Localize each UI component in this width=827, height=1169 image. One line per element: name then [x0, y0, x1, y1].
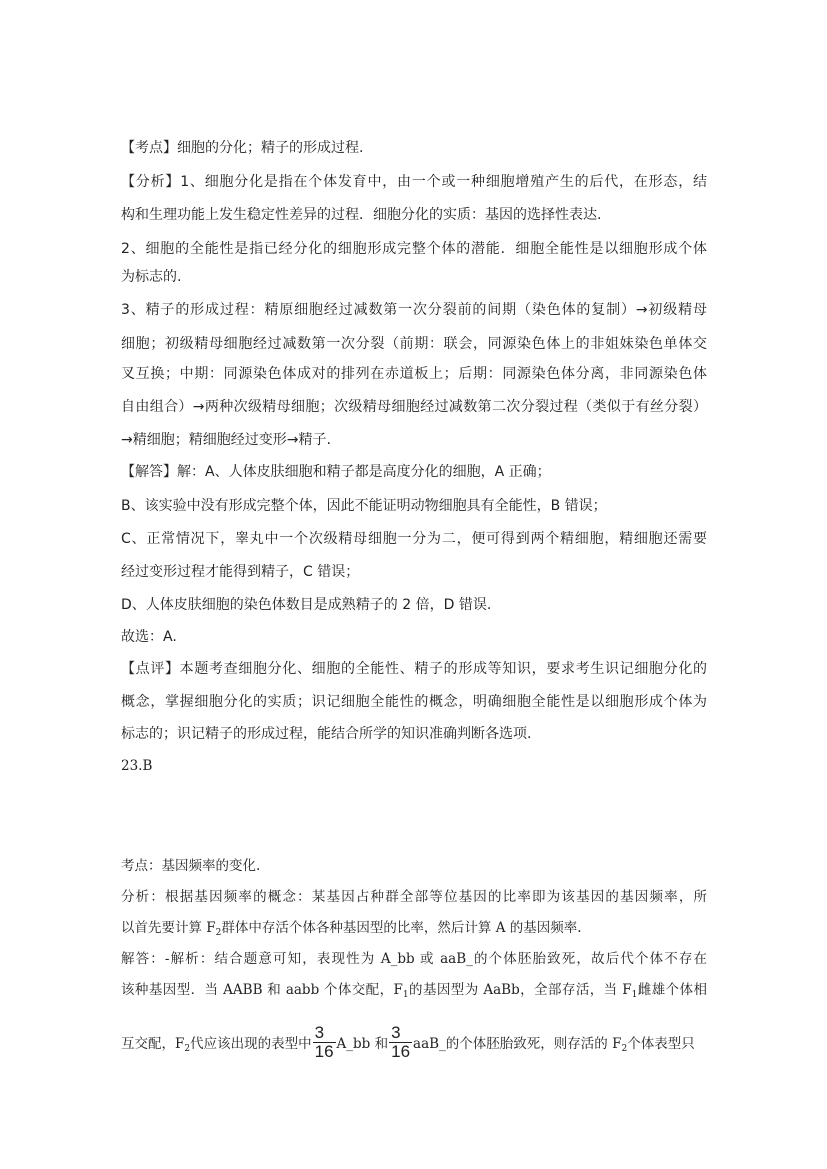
text-run: 互交配，F: [121, 1036, 185, 1052]
fraction-denominator: 16: [391, 1042, 411, 1061]
jieda-line-4: 经过变形过程才能得到精子，C 错误；: [121, 564, 360, 580]
text-run: aaB_的个体胚胎致死，则存活的 F: [413, 1036, 622, 1052]
fenxi-line-4: 为标志的.: [121, 269, 182, 285]
jieda-line-2: B、该实验中没有形成完整个体，因此不能证明动物细胞具有全能性，B 错误；: [121, 498, 607, 514]
fenxi-line-1: 【分析】1、细胞分化是指在个体发育中，由一个或一种细胞增殖产生的后代，在形态，结: [121, 174, 707, 190]
text-run: 以首先要计算 F: [121, 920, 216, 936]
dianping-line-2: 概念，掌握细胞分化的实质；识记细胞全能性的概念，明确细胞全能性是以细胞形成个体为: [121, 694, 707, 710]
s2-kaodian: 考点：基因频率的变化.: [121, 858, 261, 874]
text-run: 该种基因型．当 AABB 和 aabb 个体交配，F: [121, 982, 403, 998]
answer-23: 23.B: [121, 758, 153, 774]
text-run: 的基因型为 AaBb，全部存活，当 F: [408, 982, 632, 998]
s2-jieda-line-1: 解答：-解析：结合题意可知，表现性为 A_bb 或 aaB_的个体胚胎致死，故后代个体不存在: [121, 951, 707, 967]
dianping-line-3: 标志的；识记精子的形成过程，能结合所学的知识准确判断各选项.: [121, 726, 532, 742]
fenxi-line-2: 构和生理功能上发生稳定性差异的过程．细胞分化的实质：基因的选择性表达.: [121, 207, 602, 223]
kaodian-line-1: 【考点】细胞的分化；精子的形成过程.: [121, 140, 364, 156]
s2-fenxi-line-2: [121, 919, 707, 942]
text-run: 群体中存活个体各种基因型的比率，然后计算 A 的基因频率.: [221, 920, 582, 936]
subscript: 1: [631, 990, 638, 1000]
text-run: 代应该出现的表型中: [190, 1036, 312, 1052]
fraction-3-16-a: [313, 1024, 336, 1061]
text-run: A_bb 和: [336, 1036, 389, 1052]
subscript: 2: [215, 928, 222, 938]
subscript: 1: [402, 990, 409, 1000]
jieda-line-1: 【解答】解：A、人体皮肤细胞和精子都是高度分化的细胞，A 正确；: [121, 464, 551, 480]
fenxi-line-5: 3、精子的形成过程：精原细胞经过减数第一次分裂前的间期（染色体的复制）→初级精母: [121, 302, 707, 318]
text-run: 个体表型只: [627, 1036, 695, 1052]
dianping-line-1: 【点评】本题考查细胞分化、细胞的全能性、精子的形成等知识，要求考生识记细胞分化的: [121, 661, 707, 677]
jieda-line-5: D、人体皮肤细胞的染色体数目是成熟精子的 2 倍，D 错误.: [121, 597, 492, 613]
fenxi-line-6: 细胞；初级精母细胞经过减数第一次分裂（前期：联会，同源染色体上的非姐妹染色单体交: [121, 336, 707, 352]
s2-jieda-line-2: [121, 981, 707, 1004]
fraction-denominator: 16: [314, 1042, 334, 1061]
subscript: 2: [184, 1044, 191, 1054]
fenxi-line-7: 叉互换；中期：同源染色体成对的排列在赤道板上；后期：同源染色体分离，非同源染色体: [121, 366, 707, 382]
fraction-3-16-b: [389, 1024, 412, 1061]
s2-jieda-line-3: [121, 1023, 707, 1063]
jieda-line-6: 故选：A.: [121, 629, 177, 645]
subscript: 2: [621, 1044, 628, 1054]
fenxi-line-3: 2、细胞的全能性是指已经分化的细胞形成完整个体的潜能．细胞全能性是以细胞形成个体: [121, 241, 707, 257]
fenxi-line-9: →精细胞；精细胞经过变形→精子.: [121, 432, 331, 448]
fenxi-line-8: 自由组合）→两种次级精母细胞；次级精母细胞经过减数第二次分裂过程（类似于有丝分裂）: [121, 399, 707, 415]
text-run: 雌雄个体相: [637, 982, 707, 998]
jieda-line-3: C、正常情况下，睾丸中一个次级精母细胞一分为二，便可得到两个精细胞，精细胞还需要: [121, 531, 707, 547]
fraction-numerator: 3: [389, 1024, 412, 1043]
fraction-numerator: 3: [313, 1024, 336, 1043]
s2-fenxi-line-1: 分析：根据基因频率的概念：某基因占种群全部等位基因的比率即为该基因的基因频率，所: [121, 889, 707, 905]
